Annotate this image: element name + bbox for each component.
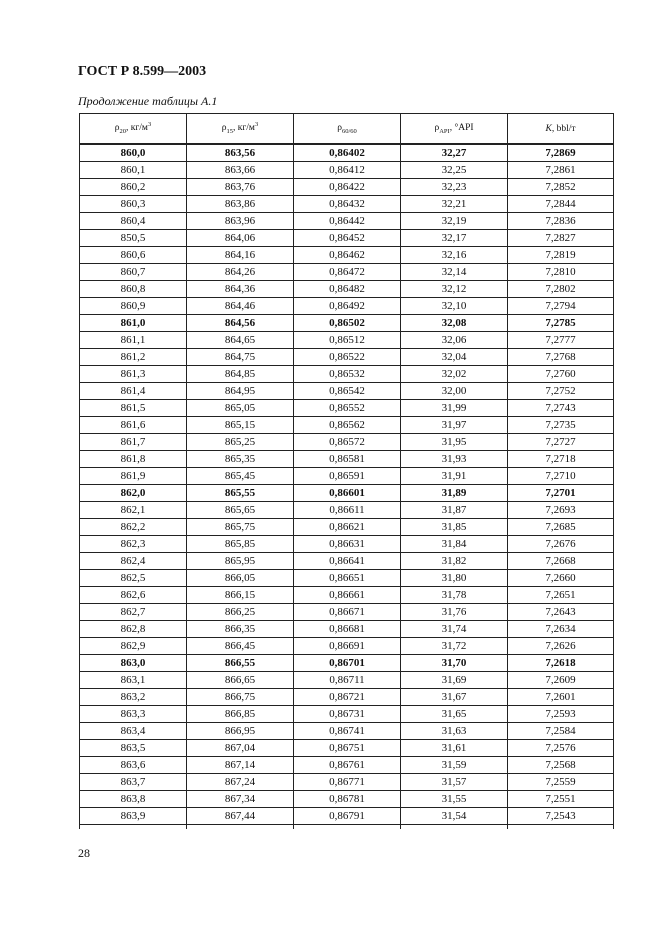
table-cell: 7,2584 xyxy=(508,723,614,740)
table-row xyxy=(80,638,614,655)
table-cell: 0,86502 xyxy=(294,315,401,332)
table-cell: 31,54 xyxy=(401,808,508,825)
table-cell: 864,36 xyxy=(187,281,294,298)
table-row xyxy=(80,264,614,281)
table-row xyxy=(80,570,614,587)
table-cell: 860,7 xyxy=(80,264,187,281)
table-cell: 31,61 xyxy=(401,740,508,757)
table-cell: 862,8 xyxy=(80,621,187,638)
table-cell: 860,8 xyxy=(80,281,187,298)
table-cell: 7,2643 xyxy=(508,604,614,621)
table-cell: 7,2743 xyxy=(508,400,614,417)
table-cell: 866,45 xyxy=(187,638,294,655)
table-cell: 32,06 xyxy=(401,332,508,349)
table-cell: 31,97 xyxy=(401,417,508,434)
table-cell: 31,55 xyxy=(401,791,508,808)
table-continuation-cell xyxy=(187,825,294,830)
table-cell: 865,45 xyxy=(187,468,294,485)
table-cell: 32,25 xyxy=(401,162,508,179)
table-cell: 0,86512 xyxy=(294,332,401,349)
page-number: 28 xyxy=(78,846,90,860)
table-cell: 0,86552 xyxy=(294,400,401,417)
table-cell: 0,86412 xyxy=(294,162,401,179)
table-row xyxy=(80,553,614,570)
table-row xyxy=(80,757,614,774)
table-cell: 0,86611 xyxy=(294,502,401,519)
col-header-rho6060: $\rho_{60/60}$ xyxy=(294,114,401,145)
table-cell: 32,08 xyxy=(401,315,508,332)
table-cell: 32,16 xyxy=(401,247,508,264)
col-header-k: K, bbl/т xyxy=(508,114,614,145)
table-row xyxy=(80,179,614,196)
table-cell: 7,2802 xyxy=(508,281,614,298)
table-row xyxy=(80,706,614,723)
table-cell: 7,2869 xyxy=(508,144,614,162)
table-cell: 7,2685 xyxy=(508,519,614,536)
table-cell: 0,86492 xyxy=(294,298,401,315)
table-row xyxy=(80,689,614,706)
table-cell: 863,5 xyxy=(80,740,187,757)
table-cell: 7,2576 xyxy=(508,740,614,757)
table-cell: 866,75 xyxy=(187,689,294,706)
table-cell: 863,9 xyxy=(80,808,187,825)
table-cell: 31,65 xyxy=(401,706,508,723)
table-cell: 0,86661 xyxy=(294,587,401,604)
table-cell: 0,86422 xyxy=(294,179,401,196)
table-cell: 862,6 xyxy=(80,587,187,604)
table-cell: 863,3 xyxy=(80,706,187,723)
table-cell: 0,86522 xyxy=(294,349,401,366)
table-cell: 7,2651 xyxy=(508,587,614,604)
table-cell: 863,7 xyxy=(80,774,187,791)
table-cell: 862,1 xyxy=(80,502,187,519)
table-cell: 7,2768 xyxy=(508,349,614,366)
table-cell: 862,9 xyxy=(80,638,187,655)
table-row xyxy=(80,502,614,519)
table-cell: 0,86591 xyxy=(294,468,401,485)
table-cell: 863,66 xyxy=(187,162,294,179)
table-row xyxy=(80,196,614,213)
table-row xyxy=(80,723,614,740)
table-cell: 862,5 xyxy=(80,570,187,587)
table-cell: 863,6 xyxy=(80,757,187,774)
table-cell: 866,55 xyxy=(187,655,294,672)
table-cell: 32,02 xyxy=(401,366,508,383)
table-cell: 863,2 xyxy=(80,689,187,706)
table-row xyxy=(80,468,614,485)
table-cell: 7,2568 xyxy=(508,757,614,774)
table-cell: 860,1 xyxy=(80,162,187,179)
table-cell: 0,86651 xyxy=(294,570,401,587)
table-cell: 0,86452 xyxy=(294,230,401,247)
table-cell: 7,2626 xyxy=(508,638,614,655)
table-cell: 32,23 xyxy=(401,179,508,196)
table-cell: 7,2701 xyxy=(508,485,614,502)
table-row xyxy=(80,247,614,264)
document-header: ГОСТ Р 8.599—2003 xyxy=(78,64,207,79)
table-cell: 864,06 xyxy=(187,230,294,247)
table-cell: 0,86631 xyxy=(294,536,401,553)
table-cell: 861,6 xyxy=(80,417,187,434)
table-cell: 866,25 xyxy=(187,604,294,621)
table-row xyxy=(80,417,614,434)
table-cell: 863,96 xyxy=(187,213,294,230)
table-cell: 0,86681 xyxy=(294,621,401,638)
table-body xyxy=(80,144,614,829)
table-cell: 7,2593 xyxy=(508,706,614,723)
table-cell: 865,85 xyxy=(187,536,294,553)
table-cell: 863,56 xyxy=(187,144,294,162)
table-row xyxy=(80,434,614,451)
table-cell: 865,55 xyxy=(187,485,294,502)
table-cell: 0,86741 xyxy=(294,723,401,740)
table-cell: 861,1 xyxy=(80,332,187,349)
table-cell: 860,2 xyxy=(80,179,187,196)
table-continuation-cell xyxy=(80,825,187,830)
table-cell: 862,3 xyxy=(80,536,187,553)
table-row xyxy=(80,230,614,247)
table-cell: 0,86621 xyxy=(294,519,401,536)
table-cell: 863,0 xyxy=(80,655,187,672)
table-cell: 7,2819 xyxy=(508,247,614,264)
table-cell: 0,86562 xyxy=(294,417,401,434)
table-cell: 0,86691 xyxy=(294,638,401,655)
table-caption: Продолжение таблицы А.1 xyxy=(78,94,218,108)
table-cell: 0,86731 xyxy=(294,706,401,723)
table-cell: 31,78 xyxy=(401,587,508,604)
table-cell: 7,2752 xyxy=(508,383,614,400)
table-cell: 31,74 xyxy=(401,621,508,638)
table-cell: 32,00 xyxy=(401,383,508,400)
table-cell: 0,86462 xyxy=(294,247,401,264)
table-cell: 861,8 xyxy=(80,451,187,468)
table-cell: 7,2559 xyxy=(508,774,614,791)
table-cell: 32,21 xyxy=(401,196,508,213)
table-cell: 31,57 xyxy=(401,774,508,791)
table-row xyxy=(80,332,614,349)
table-cell: 7,2634 xyxy=(508,621,614,638)
table-cell: 861,7 xyxy=(80,434,187,451)
table-cell: 7,2660 xyxy=(508,570,614,587)
table-cell: 31,91 xyxy=(401,468,508,485)
table-cell: 867,14 xyxy=(187,757,294,774)
table-cell: 863,76 xyxy=(187,179,294,196)
table-row xyxy=(80,536,614,553)
table-row xyxy=(80,621,614,638)
table-cell: 32,19 xyxy=(401,213,508,230)
table-cell: 7,2601 xyxy=(508,689,614,706)
table-cell: 31,80 xyxy=(401,570,508,587)
table-cell: 0,86402 xyxy=(294,144,401,162)
table-cell: 865,75 xyxy=(187,519,294,536)
table-cell: 862,7 xyxy=(80,604,187,621)
table-cell: 866,35 xyxy=(187,621,294,638)
table-cell: 860,6 xyxy=(80,247,187,264)
table-cell: 864,46 xyxy=(187,298,294,315)
table-cell: 32,10 xyxy=(401,298,508,315)
table-cell: 865,35 xyxy=(187,451,294,468)
table-cell: 31,95 xyxy=(401,434,508,451)
table-cell: 7,2710 xyxy=(508,468,614,485)
table-cell: 861,3 xyxy=(80,366,187,383)
table-cell: 0,86601 xyxy=(294,485,401,502)
table-cell: 864,85 xyxy=(187,366,294,383)
table-cell: 7,2609 xyxy=(508,672,614,689)
table-cell: 7,2777 xyxy=(508,332,614,349)
table-cell: 866,65 xyxy=(187,672,294,689)
table-row xyxy=(80,740,614,757)
table-cell: 31,70 xyxy=(401,655,508,672)
table-cell: 0,86711 xyxy=(294,672,401,689)
table-cell: 867,34 xyxy=(187,791,294,808)
table-cell: 864,75 xyxy=(187,349,294,366)
table-cell: 31,87 xyxy=(401,502,508,519)
table-header-row xyxy=(80,114,614,145)
table-cell: 31,76 xyxy=(401,604,508,621)
density-table xyxy=(79,113,614,829)
table-cell: 861,5 xyxy=(80,400,187,417)
table-row xyxy=(80,349,614,366)
table-cell: 32,27 xyxy=(401,144,508,162)
table-cell: 7,2735 xyxy=(508,417,614,434)
table-cell: 866,95 xyxy=(187,723,294,740)
table-cell: 0,86581 xyxy=(294,451,401,468)
table-row xyxy=(80,791,614,808)
table-cell: 7,2676 xyxy=(508,536,614,553)
table-row xyxy=(80,672,614,689)
table-continuation xyxy=(80,825,614,830)
table-cell: 850,5 xyxy=(80,230,187,247)
table-cell: 867,44 xyxy=(187,808,294,825)
table-row xyxy=(80,298,614,315)
table-cell: 861,9 xyxy=(80,468,187,485)
table-cell: 31,63 xyxy=(401,723,508,740)
table-row xyxy=(80,281,614,298)
table-cell: 32,17 xyxy=(401,230,508,247)
table-row xyxy=(80,383,614,400)
table-row xyxy=(80,162,614,179)
table-cell: 0,86751 xyxy=(294,740,401,757)
table-cell: 862,0 xyxy=(80,485,187,502)
table-cell: 31,59 xyxy=(401,757,508,774)
table-cell: 862,4 xyxy=(80,553,187,570)
table-cell: 7,2852 xyxy=(508,179,614,196)
table-cell: 866,85 xyxy=(187,706,294,723)
table-row xyxy=(80,366,614,383)
table-cell: 0,86761 xyxy=(294,757,401,774)
table-cell: 860,9 xyxy=(80,298,187,315)
table-cell: 32,04 xyxy=(401,349,508,366)
table-row xyxy=(80,315,614,332)
table-cell: 31,72 xyxy=(401,638,508,655)
table-cell: 864,65 xyxy=(187,332,294,349)
table-cell: 7,2618 xyxy=(508,655,614,672)
table-cell: 31,69 xyxy=(401,672,508,689)
table-cell: 31,99 xyxy=(401,400,508,417)
table-cell: 7,2727 xyxy=(508,434,614,451)
table-cell: 0,86482 xyxy=(294,281,401,298)
table-continuation-cell xyxy=(294,825,401,830)
table-cell: 0,86532 xyxy=(294,366,401,383)
table-cell: 7,2810 xyxy=(508,264,614,281)
col-header-rho-api: $\rho_{API}$, °API xyxy=(401,114,508,145)
table-cell: 863,86 xyxy=(187,196,294,213)
table-row xyxy=(80,774,614,791)
table-cell: 31,85 xyxy=(401,519,508,536)
table-cell: 0,86472 xyxy=(294,264,401,281)
table-cell: 31,84 xyxy=(401,536,508,553)
table-cell: 7,2844 xyxy=(508,196,614,213)
table-cell: 863,4 xyxy=(80,723,187,740)
table-row xyxy=(80,587,614,604)
table-cell: 7,2827 xyxy=(508,230,614,247)
table-cell: 863,1 xyxy=(80,672,187,689)
table-cell: 867,04 xyxy=(187,740,294,757)
table-cell: 0,86781 xyxy=(294,791,401,808)
col-header-rho20: $\rho_{20}$, $кг/м^3$ xyxy=(80,114,187,145)
table-cell: 0,86442 xyxy=(294,213,401,230)
table-cell: 862,2 xyxy=(80,519,187,536)
table-cell: 31,82 xyxy=(401,553,508,570)
table-cell: 865,15 xyxy=(187,417,294,434)
table-row xyxy=(80,213,614,230)
table-row xyxy=(80,604,614,621)
table-cell: 7,2760 xyxy=(508,366,614,383)
table-cell: 865,25 xyxy=(187,434,294,451)
table-cell: 31,89 xyxy=(401,485,508,502)
table-cell: 7,2551 xyxy=(508,791,614,808)
table-cell: 865,05 xyxy=(187,400,294,417)
table-cell: 32,12 xyxy=(401,281,508,298)
col-header-rho15: $\rho_{15}$, $кг/м^3$ xyxy=(187,114,294,145)
table-row xyxy=(80,655,614,672)
table-cell: 0,86671 xyxy=(294,604,401,621)
table-cell: 860,4 xyxy=(80,213,187,230)
table-cell: 7,2668 xyxy=(508,553,614,570)
table-cell: 7,2794 xyxy=(508,298,614,315)
table-row xyxy=(80,485,614,502)
table-continuation-cell xyxy=(401,825,508,830)
table-row xyxy=(80,144,614,162)
table-cell: 7,2785 xyxy=(508,315,614,332)
table-cell: 7,2718 xyxy=(508,451,614,468)
table-cell: 0,86542 xyxy=(294,383,401,400)
table-cell: 865,65 xyxy=(187,502,294,519)
table-cell: 860,3 xyxy=(80,196,187,213)
table-row xyxy=(80,519,614,536)
table-row xyxy=(80,808,614,825)
table-cell: 864,26 xyxy=(187,264,294,281)
table-cell: 7,2836 xyxy=(508,213,614,230)
table-cell: 863,8 xyxy=(80,791,187,808)
table-row xyxy=(80,400,614,417)
table-cell: 866,15 xyxy=(187,587,294,604)
table-cell: 0,86771 xyxy=(294,774,401,791)
table-cell: 864,16 xyxy=(187,247,294,264)
table-cell: 861,0 xyxy=(80,315,187,332)
table-cell: 0,86701 xyxy=(294,655,401,672)
table-cell: 0,86432 xyxy=(294,196,401,213)
table-cell: 865,95 xyxy=(187,553,294,570)
table-cell: 861,2 xyxy=(80,349,187,366)
table-cell: 864,56 xyxy=(187,315,294,332)
table-cell: 7,2543 xyxy=(508,808,614,825)
table-cell: 0,86572 xyxy=(294,434,401,451)
table-cell: 866,05 xyxy=(187,570,294,587)
table-cell: 7,2861 xyxy=(508,162,614,179)
table-cell: 0,86721 xyxy=(294,689,401,706)
table-cell: 31,93 xyxy=(401,451,508,468)
table-continuation-cell xyxy=(508,825,614,830)
table-cell: 32,14 xyxy=(401,264,508,281)
table-row xyxy=(80,451,614,468)
table-cell: 867,24 xyxy=(187,774,294,791)
table-cell: 0,86791 xyxy=(294,808,401,825)
table-cell: 0,86641 xyxy=(294,553,401,570)
table-cell: 864,95 xyxy=(187,383,294,400)
table-cell: 861,4 xyxy=(80,383,187,400)
table-cell: 31,67 xyxy=(401,689,508,706)
table-cell: 860,0 xyxy=(80,144,187,162)
table-cell: 7,2693 xyxy=(508,502,614,519)
